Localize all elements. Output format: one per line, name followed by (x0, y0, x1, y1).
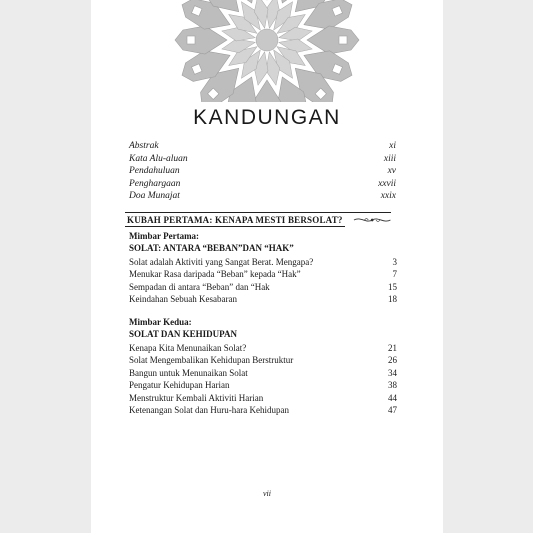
entry-label: Menstruktur Kembali Aktiviti Harian (129, 392, 264, 403)
book-page (91, 0, 443, 533)
entry-page: xiii (383, 153, 396, 164)
toc-entry[interactable] (129, 354, 397, 366)
entry-label: Abstrak (129, 141, 159, 151)
entry-label: Keindahan Sebuah Kesabaran (129, 294, 237, 305)
front-matter-list (129, 140, 396, 203)
section-heading: SOLAT DAN KEHIDUPAN (129, 329, 238, 339)
toc-entry[interactable] (129, 379, 397, 391)
entry-label: Bangun untuk Menunaikan Solat (129, 367, 248, 378)
entry-label: Menukar Rasa daripada “Beban” kepada “Hak” (129, 269, 301, 280)
toc-section (129, 230, 397, 306)
entry-label: Penghargaan (129, 178, 181, 189)
entry-page: 47 (388, 404, 397, 415)
mandala-center (256, 29, 278, 51)
front-matter-item[interactable] (129, 165, 396, 178)
part-header (125, 212, 391, 226)
toc-entry[interactable] (129, 367, 397, 379)
part-title: KUBAH PERTAMA: KENAPA MESTI BERSOLAT? (127, 214, 343, 225)
entry-page: xxix (380, 191, 396, 202)
entry-page: xi (389, 141, 396, 151)
toc-entry[interactable] (129, 268, 397, 280)
entry-label: Doa Munajat (129, 191, 180, 202)
section-label: Mimbar Pertama: (129, 231, 200, 241)
entry-page: 18 (388, 294, 397, 305)
toc-entry[interactable] (129, 293, 397, 305)
mandala-ornament (161, 0, 373, 102)
entry-page: 7 (392, 269, 397, 280)
toc-entry[interactable] (129, 342, 397, 354)
page-title: KANDUNGAN (193, 106, 341, 129)
entry-label: Kata Alu-aluan (129, 153, 188, 164)
mandala-petal (175, 26, 227, 54)
mandala-petal (307, 26, 359, 54)
entry-label: Pendahuluan (129, 166, 180, 177)
toc-entry[interactable] (129, 404, 397, 416)
entry-label: Solat adalah Aktiviti yang Sangat Berat. Mengapa? (129, 257, 314, 267)
toc-entry[interactable] (129, 256, 397, 268)
entry-label: Sempadan di antara “Beban” dan “Hak (129, 281, 270, 292)
toc-section (129, 316, 397, 416)
front-matter-item[interactable] (129, 178, 396, 191)
entry-page: 15 (388, 281, 397, 292)
entry-page: xxvii (378, 178, 396, 189)
page-number: vii (263, 489, 271, 498)
entry-page: 3 (392, 257, 397, 267)
front-matter-item[interactable] (129, 140, 396, 153)
entry-label: Pengatur Kehidupan Harian (129, 380, 230, 391)
entry-page: 34 (388, 367, 397, 378)
mandala-petal (253, 80, 281, 102)
section-label: Mimbar Kedua: (129, 317, 192, 327)
front-matter-item[interactable] (129, 190, 396, 203)
entry-page: 21 (388, 343, 397, 353)
section-heading: SOLAT: ANTARA “BEBAN”DAN “HAK” (129, 243, 294, 253)
toc-entry[interactable] (129, 392, 397, 404)
flourish-ornament (353, 215, 391, 225)
entry-label: Kenapa Kita Menunaikan Solat? (129, 343, 247, 353)
entry-page: xv (387, 166, 396, 177)
entry-page: 26 (388, 355, 397, 366)
entry-page: 44 (388, 392, 397, 403)
front-matter-item[interactable] (129, 153, 396, 166)
entry-label: Ketenangan Solat dan Huru-hara Kehidupan (129, 404, 289, 415)
entry-label: Solat Mengembalikan Kehidupan Berstruktur (129, 355, 294, 366)
entry-page: 38 (388, 380, 397, 391)
toc-entry[interactable] (129, 281, 397, 293)
